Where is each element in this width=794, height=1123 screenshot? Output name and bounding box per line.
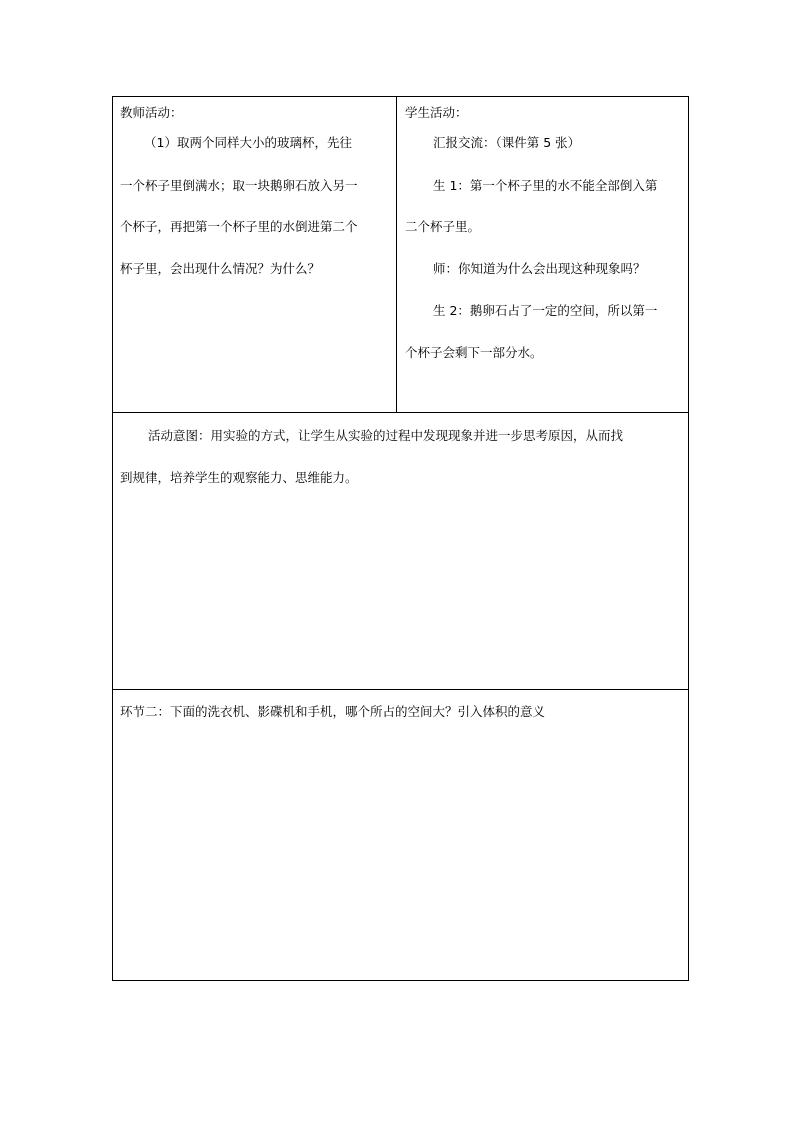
activity-intent-line: 活动意图：用实验的方式，让学生从实验的过程中发现现象并进一步思考原因，从而找 <box>148 428 624 443</box>
student-activity-line: 汇报交流：（课件第 5 张） <box>433 135 581 150</box>
student-activity-line: 师：你知道为什么会出现这种现象吗？ <box>433 261 646 276</box>
section-two-cell <box>113 690 688 980</box>
lesson-plan-table <box>112 96 689 981</box>
teacher-activity-line: 个杯子，再把第一个杯子里的水倒进第二个 <box>120 219 358 234</box>
teacher-activity-line: 杯子里，会出现什么情况？为什么？ <box>120 261 321 276</box>
activity-intent-line: 到规律，培养学生的观察能力、思维能力。 <box>120 470 358 485</box>
student-activity-heading: 学生活动： <box>405 105 468 120</box>
student-activity-line: 生 2：鹅卵石占了一定的空间，所以第一 <box>433 303 658 318</box>
student-activity-line: 二个杯子里。 <box>405 219 481 234</box>
intent-row <box>113 413 688 690</box>
section-two-heading: 环节二：下面的洗衣机、影碟机和手机，哪个所占的空间大？引入体积的意义 <box>120 704 546 719</box>
student-activity-line: 生 1：第一个杯子里的水不能全部倒入第 <box>433 178 658 193</box>
teacher-activity-cell <box>113 97 397 412</box>
teacher-activity-heading: 教师活动： <box>120 105 183 120</box>
teacher-activity-line: （1）取两个同样大小的玻璃杯，先往 <box>144 135 352 150</box>
teacher-activity-line: 一个杯子里倒满水；取一块鹅卵石放入另一 <box>120 178 358 193</box>
activity-row <box>113 97 688 413</box>
student-activity-line: 个杯子会剩下一部分水。 <box>405 345 543 360</box>
section-two-row <box>113 690 688 980</box>
student-activity-cell <box>397 97 688 412</box>
activity-intent-cell <box>113 413 688 689</box>
